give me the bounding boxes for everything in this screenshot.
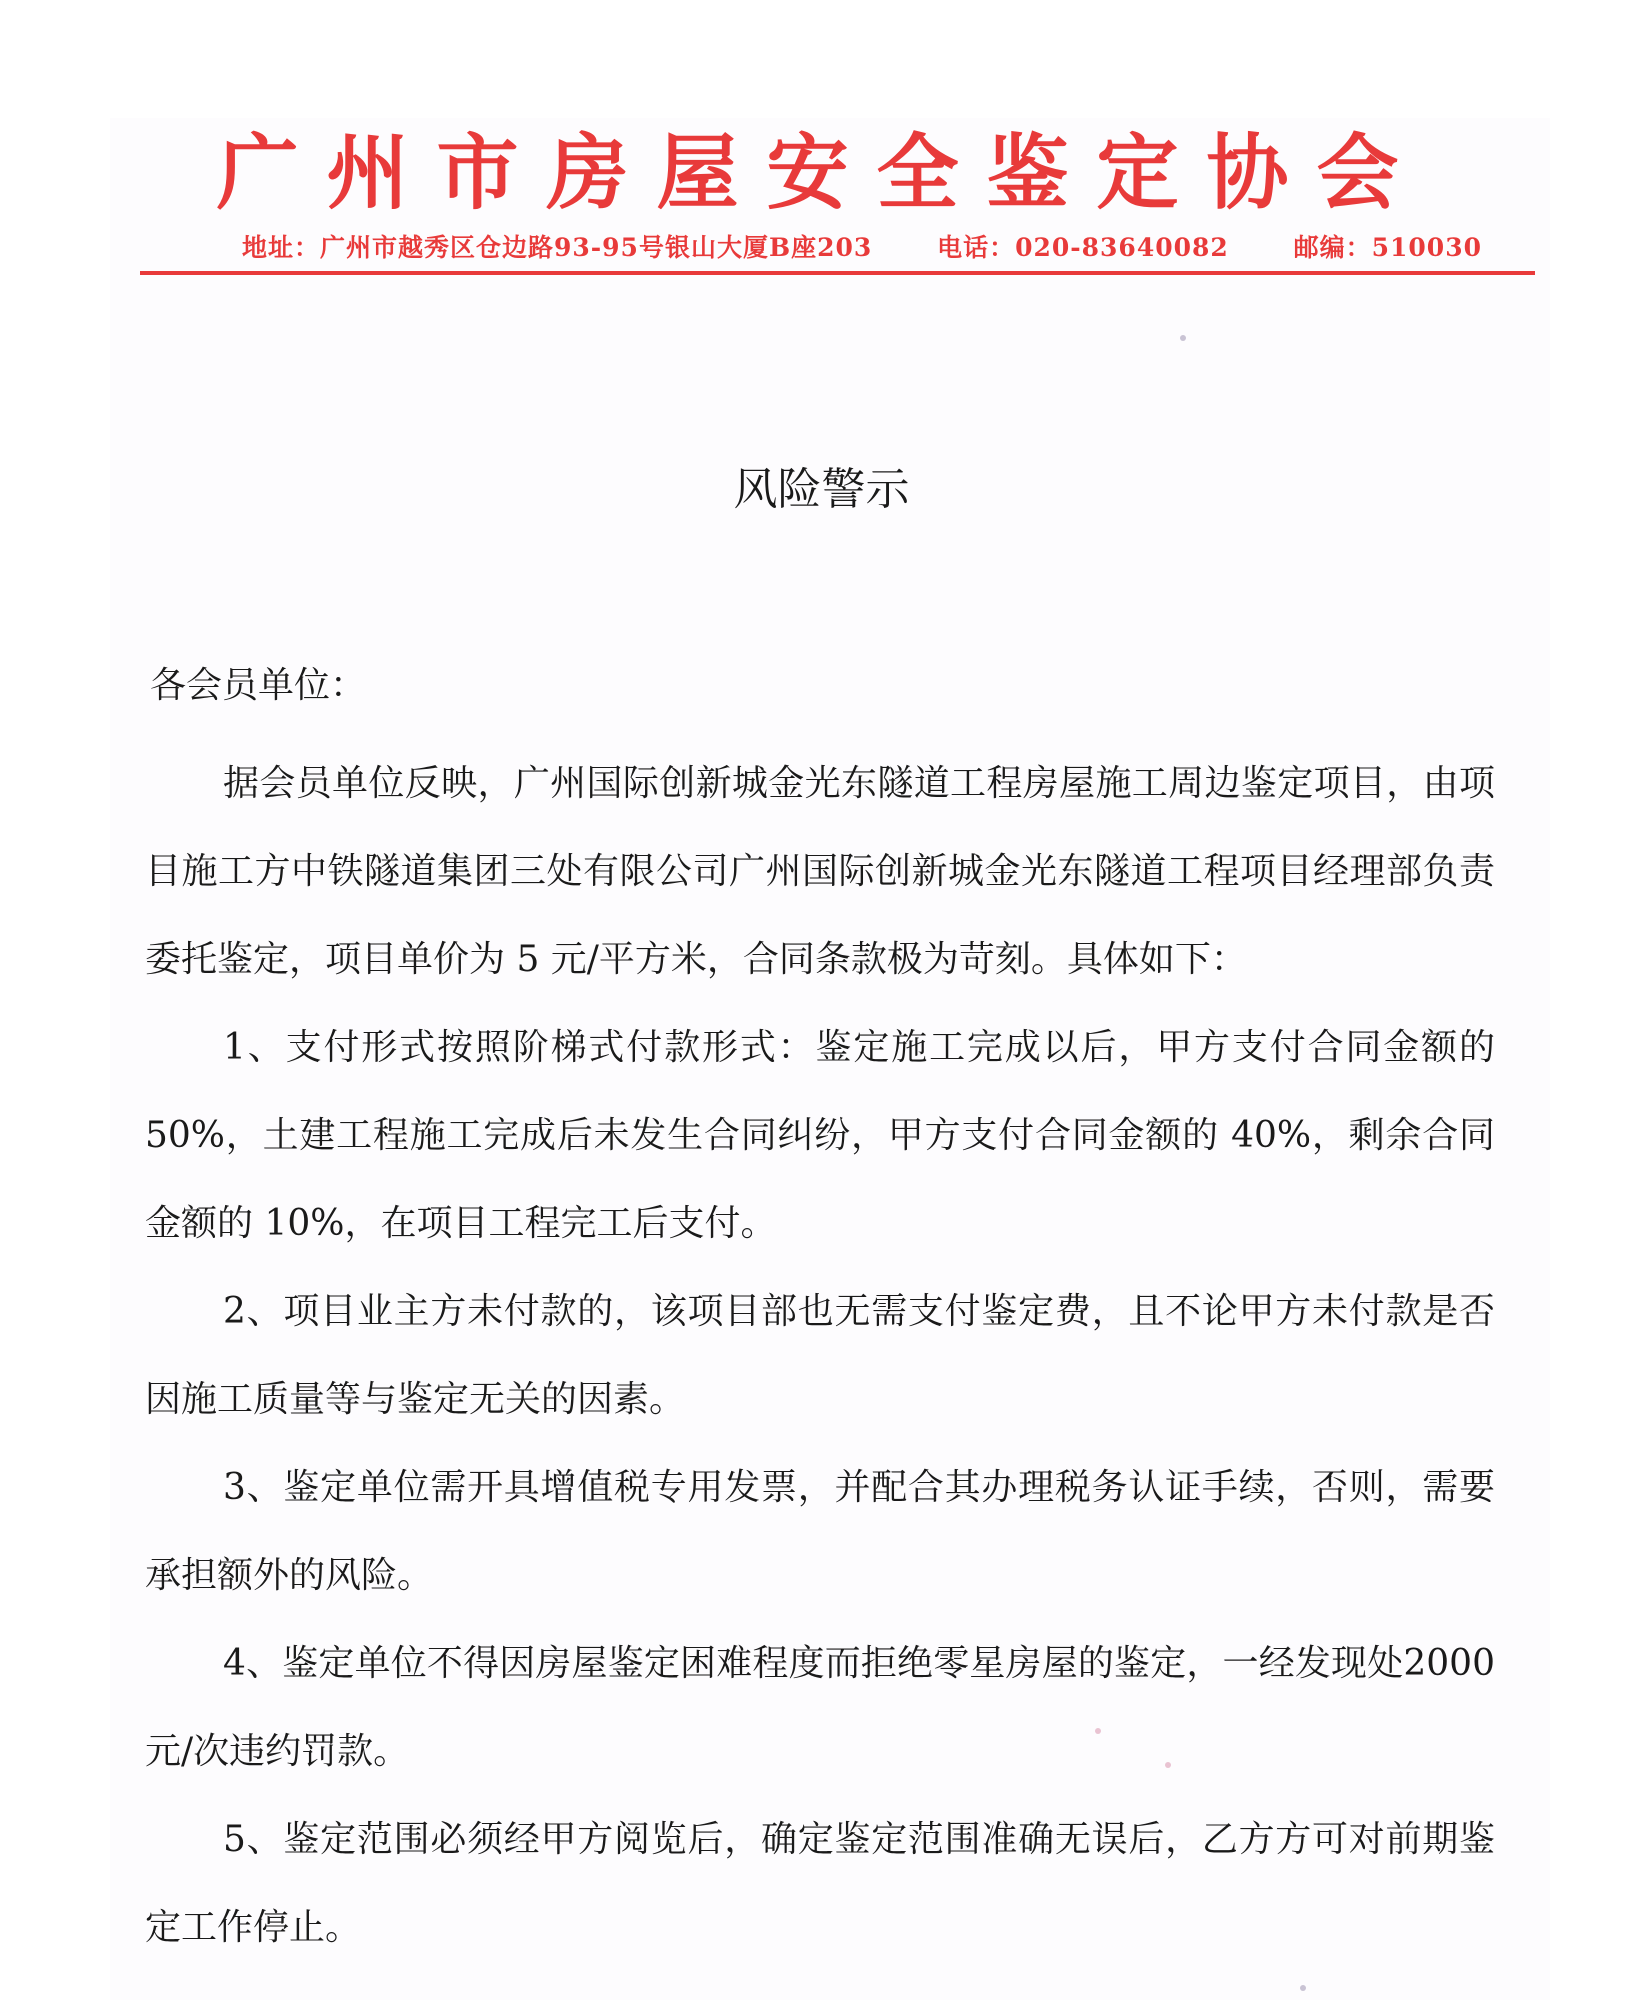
- paragraph-intro: 据会员单位反映，广州国际创新城金光东隧道工程房屋施工周边鉴定项目，由项目施工方中铁隧道集团三处有限公司广州国际创新城金光东隧道工程项目经理部负责委托鉴定，项目单价为 5 元/平方米，合同条款极为苛刻。具体如下：: [145, 763, 1495, 980]
- scan-speck: [1180, 335, 1186, 341]
- letterhead-address: 地址：广州市越秀区仓边路93-95号银山大厦B座203: [242, 233, 873, 262]
- letterhead-contact-line: [242, 228, 1482, 264]
- scan-speck: [1300, 1985, 1306, 1991]
- letterhead-phone: 电话：020-83640082: [937, 233, 1229, 262]
- letterhead-postcode: 邮编：510030: [1293, 233, 1482, 262]
- paragraph-clause-3: 3、鉴定单位需开具增值税专用发票，并配合其办理税务认证手续，否则，需要承担额外的风险。: [145, 1467, 1495, 1596]
- paragraph-clause-5: 5、鉴定范围必须经甲方阅览后，确定鉴定范围准确无误后，乙方方可对前期鉴定工作停止。: [145, 1819, 1495, 1948]
- paragraph-clause-4: 4、鉴定单位不得因房屋鉴定困难程度而拒绝零星房屋的鉴定，一经发现处2000 元/次违约罚款。: [145, 1643, 1495, 1772]
- paragraph-clause-2: 2、项目业主方未付款的，该项目部也无需支付鉴定费，且不论甲方未付款是否因施工质量等与鉴定无关的因素。: [145, 1291, 1495, 1420]
- salutation: 各会员单位：: [150, 665, 367, 706]
- document-title: 风险警示: [733, 464, 910, 515]
- document-body: [145, 740, 1495, 1972]
- letterhead-divider: [140, 271, 1535, 275]
- scan-speck: [1095, 1728, 1101, 1734]
- letterhead-organization-name: 广州市房屋安全鉴定协会: [216, 125, 1427, 221]
- scan-speck: [1165, 1762, 1171, 1768]
- paragraph-clause-1: 1、支付形式按照阶梯式付款形式：鉴定施工完成以后，甲方支付合同金额的 50%，土建工程施工完成后未发生合同纠纷，甲方支付合同金额的 40%，剩余合同金额的 10%，在项目工程完工后支付。: [145, 1027, 1495, 1244]
